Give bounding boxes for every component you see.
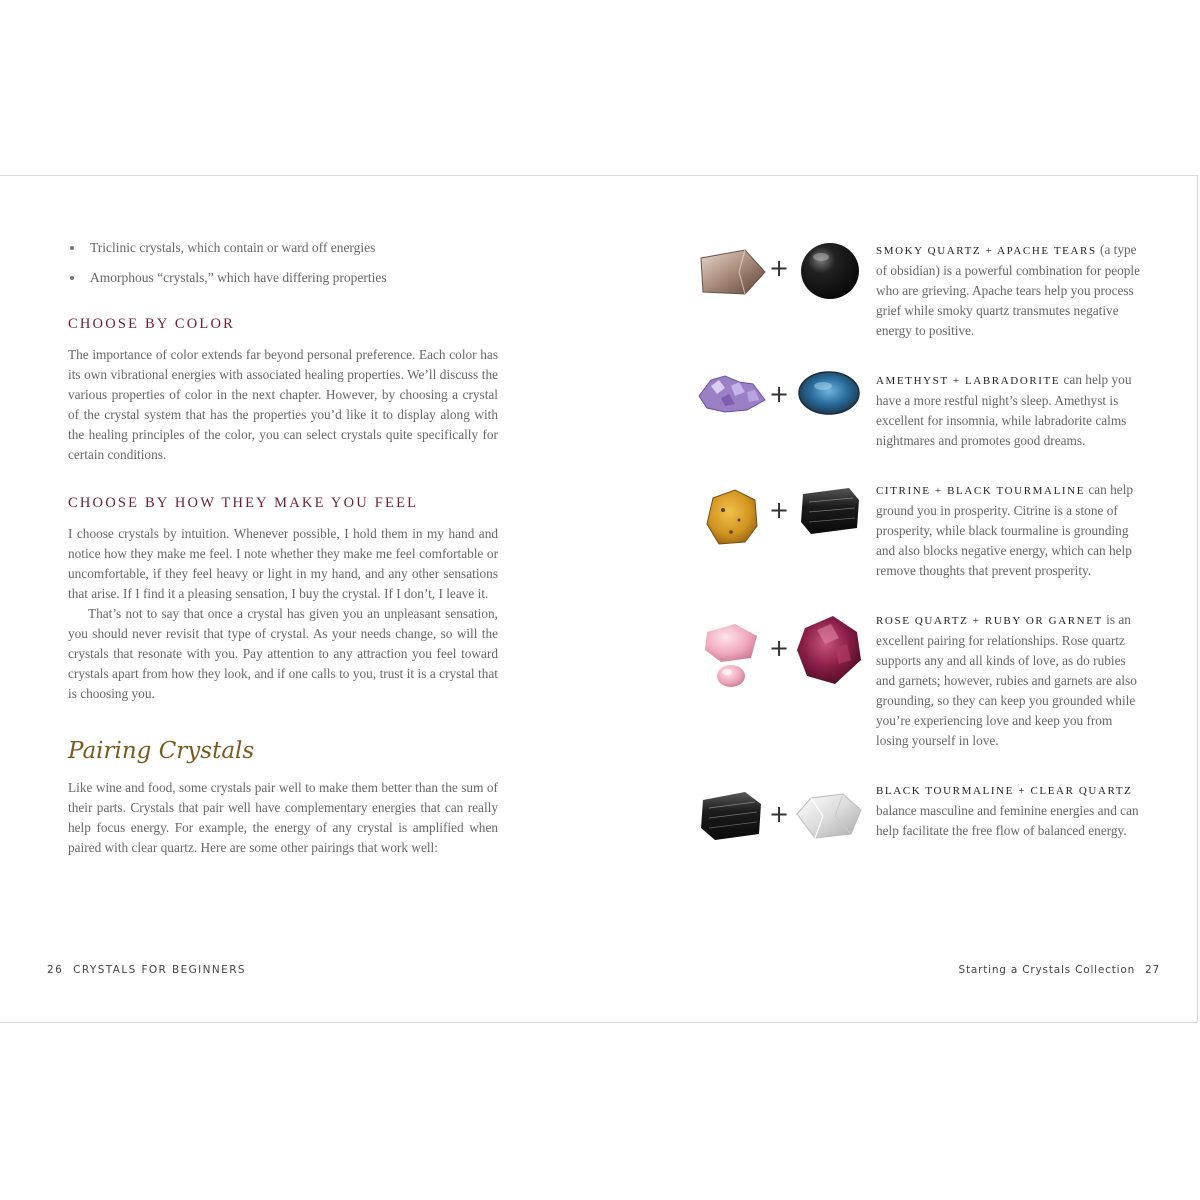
amethyst-stone [695,372,769,416]
stone-pair-image [695,780,865,850]
pairing-description: SMOKY QUARTZ + APACHE TEARS (a type of obsidian) is a powerful combination for people who are grieving. Apache tears help you process grief while smoky quartz transmutes negative energy to positive. [876,242,1141,338]
pairing-description: BLACK TOURMALINE + CLEAR QUARTZ balance masculine and feminine energies and can help facilitate the free flow of balanced energy. [876,785,1139,838]
plus-sign: + [769,496,790,524]
stone-pair-image [695,610,865,680]
pairing-title: CITRINE + BLACK TOURMALINE [876,485,1086,497]
citrine-stone [705,488,759,546]
labradorite-stone [797,370,861,416]
pairing-title: SMOKY QUARTZ + APACHE TEARS [876,245,1097,257]
pairing-item [695,610,1141,748]
apache-tears-stone [799,240,861,302]
pairing-title: BLACK TOURMALINE + CLEAR QUARTZ [876,785,1133,797]
stone-pair-image [695,370,865,440]
pairing-item [695,480,1141,578]
heading-pairing-crystals: Pairing Crystals [68,738,255,764]
plus-sign: + [769,254,790,282]
pairing-description: AMETHYST + LABRADORITE can help you have a more restful night’s sleep. Amethyst is excellent for insomnia, while labradorite calms nightmares and promotes good dreams. [876,372,1132,448]
black-tourmaline-stone [699,790,763,842]
stone-pair-image [695,240,865,310]
left-page-footer [47,964,246,976]
garnet-stone [795,614,863,686]
plus-sign: + [769,380,790,408]
clear-quartz-stone [795,792,863,840]
page-number: 27 [1145,964,1160,976]
heading-choose-by-color: CHOOSE BY COLOR [68,316,236,332]
paragraph-feel-2: That’s not to say that once a crystal has given you an unpleasant sensation, you should never revisit that type of crystal. As your needs change, so will the crystals that resonate with you. Pay attention to any attraction you feel toward crystals apart from how they look, and if one calls to you, trust it is a crystal that is choosing you. [68,606,498,701]
bullet-icon [70,276,74,280]
plus-sign: + [769,800,790,828]
pairing-title: AMETHYST + LABRADORITE [876,375,1061,387]
paragraph-feel-1: I choose crystals by intuition. Whenever possible, I hold them in my hand and notice how they make me feel. I note whether they make me feel comfortable or uncomfortable, if they feel heavy or light in my hand, and any other sensations that arise. If I find it a pleasing sensation, I buy the crystal. If I don’t, I leave it. [68,526,498,601]
page-number: 26 [47,964,64,976]
right-page-footer [958,964,1160,976]
running-title: CRYSTALS FOR BEGINNERS [73,964,246,976]
list-item: Triclinic crystals, which contain or ward off energies [68,238,498,258]
smoky-quartz-stone [699,246,767,300]
heading-choose-by-feel: CHOOSE BY HOW THEY MAKE YOU FEEL [68,495,419,511]
bullet-icon [70,246,74,250]
pairing-title: ROSE QUARTZ + RUBY OR GARNET [876,615,1103,627]
left-page [68,238,498,858]
rose-quartz-stone [701,622,763,692]
pairing-item [695,240,1141,338]
paragraph-pairing: Like wine and food, some crystals pair well to make them better than the sum of their parts. Crystals that pair well have complementary energies that can really help focus energy. For example, the energy of any crystal is amplified when paired with clear quartz. Here are some other pairings that work well: [68,780,498,855]
pairing-item [695,370,1141,448]
pairing-description: CITRINE + BLACK TOURMALINE can help ground you in prosperity. Citrine is a stone of prosperity, while black tourmaline is grounding and also blocks negative energy, which can help remove thoughts that prevent prosperity. [876,482,1134,578]
list-item: Amorphous “crystals,” which have differing properties [68,268,498,288]
crystal-system-list [68,238,498,288]
pairing-description: ROSE QUARTZ + RUBY OR GARNET is an excellent pairing for relationships. Rose quartz supports any and all kinds of love, as do rubies and garnets; however, rubies and garnets are also grounding, so they can keep you grounded while you’re experiencing love and keep you from losing yourself in love. [876,612,1137,748]
plus-sign: + [769,634,790,662]
black-tourmaline-stone [799,486,861,536]
running-title: Starting a Crystals Collection [958,964,1136,976]
paragraph-color: The importance of color extends far beyond personal preference. Each color has its own vibrational energies with associated healing properties. We’ll discuss the various properties of color in the next chapter. However, by choosing a crystal of the crystal system that has the properties you’d like it to display along with the healing principles of the color, you can select crystals quite specifically for certain conditions. [68,347,498,462]
pairing-item [695,780,1141,838]
stone-pair-image [695,480,865,550]
